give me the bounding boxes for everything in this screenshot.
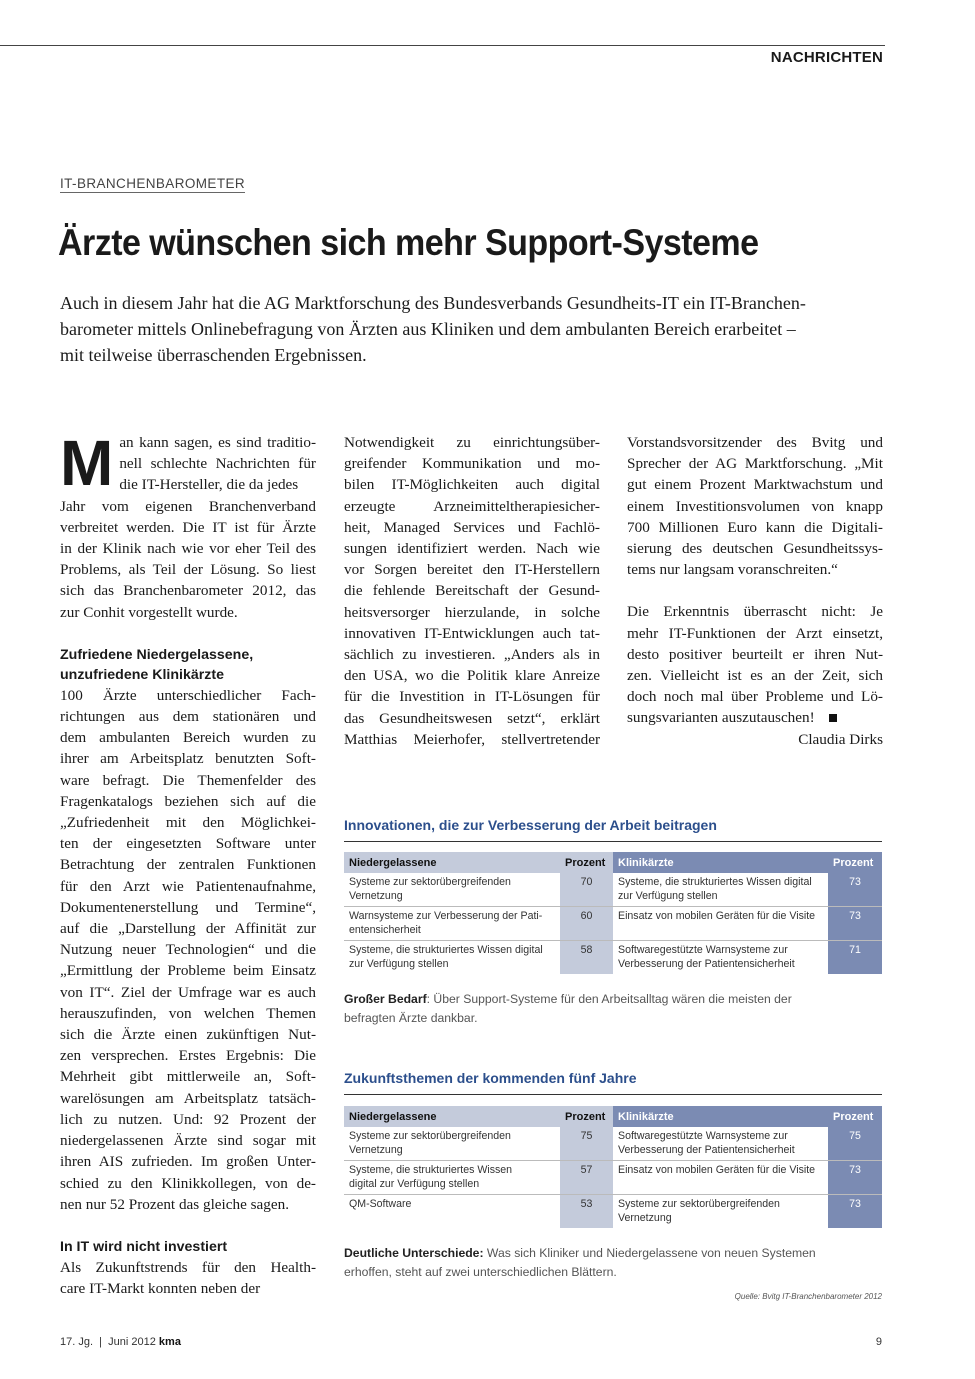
niedergelassene-item — [344, 1127, 560, 1161]
caption-line — [344, 990, 884, 1009]
text-line: sich die Ärzte einen zukünftigen Nut- — [60, 1026, 316, 1044]
table-header: Klinikärzte — [613, 852, 828, 873]
percent-value: 73 — [828, 1161, 882, 1195]
text-line: Matthias Meierhofer, stellvertretender — [344, 730, 600, 748]
text-line: sich das Branchenbarometer 2012, das — [60, 582, 316, 600]
text-line: ten der eingesetzten Software unter — [60, 835, 316, 853]
text-line: ihrer am Arbeitsplatz benutzten Soft- — [60, 750, 316, 768]
percent-value: 71 — [828, 941, 882, 975]
text-line: dem ambulanten Bereich wurden zu — [60, 729, 316, 747]
text-line: zur Conhit vorgestellt wurde. — [60, 603, 238, 621]
text-line: warelösungen am Arbeitsplatz tatsäch- — [60, 1089, 316, 1107]
cell-line: Systeme, die strukturiertes Wissen digital — [349, 944, 543, 956]
percent-value: 60 — [560, 907, 613, 941]
niedergelassene-item — [344, 1195, 560, 1229]
article-lead — [60, 290, 890, 368]
text-line: die IT-Hersteller, die da jedes — [119, 476, 299, 494]
text-line: den USA, wo die Politik klare Anreize — [344, 667, 600, 685]
paragraph — [627, 432, 883, 580]
cell-line: QM-Software — [349, 1198, 412, 1210]
klinikaerzte-item — [613, 1195, 828, 1229]
text-line: die fehlende Bereitschaft der Gesund- — [344, 582, 600, 600]
cell-line: Systeme, die strukturiertes Wissen — [349, 1164, 513, 1176]
survey-table-future-topics — [344, 1106, 882, 1228]
text-column-1 — [60, 427, 316, 1299]
table-title: Zukunftsthemen der kommenden fünf Jahre — [344, 1070, 637, 1086]
caption-line: erhoffen, steht auf zwei unterschiedlichen Blättern. — [344, 1265, 617, 1279]
niedergelassene-item — [344, 941, 560, 975]
text-line: desto positiver beurteilt er ihren Nut- — [627, 645, 883, 663]
cell-line: Vernetzung — [349, 1143, 403, 1156]
cell-line: digital zur Verfügung stellen — [349, 1177, 480, 1190]
cell-line: Verbesserung der Patientensicherheit — [618, 1143, 795, 1156]
paragraph — [60, 685, 316, 1215]
text-line: „Ermittlung der Probleme beim Einsatz — [60, 962, 316, 980]
klinikaerzte-item — [613, 1127, 828, 1161]
cell-line: Systeme zur sektorübergreifenden — [618, 1198, 780, 1210]
text-line: Mehrheit gibt mittlerweile an, Soft- — [60, 1068, 316, 1086]
table-row — [344, 1195, 882, 1229]
table-rule — [344, 841, 882, 842]
text-line: lich zu nutzen. Und: 92 Prozent der — [60, 1110, 316, 1128]
table-row — [344, 873, 882, 907]
text-line: vor Sorgen bereitet den IT-Herstellern — [344, 561, 600, 579]
cell-line: Softwaregestützte Warnsysteme zur — [618, 944, 788, 956]
header-rule — [0, 45, 885, 46]
cell-line: Einsatz von mobilen Geräten für die Visite — [618, 1164, 816, 1176]
caption-line: befragten Ärzte dankbar. — [344, 1011, 478, 1025]
cell-line: zur Verfügung stellen — [349, 957, 449, 970]
percent-value: 75 — [560, 1127, 613, 1161]
page-number: 9 — [875, 1336, 882, 1348]
text-line: mehr IT-Funktionen der Arzt einsetzt, — [627, 624, 883, 642]
text-line: nen nur 52 Prozent das gleiche sagen. — [60, 1195, 290, 1213]
subheading — [60, 645, 316, 685]
cell-line: entensicherheit — [349, 923, 421, 936]
text-line: bilen IT-Möglichkeiten auch digital — [344, 476, 600, 494]
klinikaerzte-item — [613, 941, 828, 975]
text-line: für die Investition in IT-Lösungen für — [344, 688, 600, 706]
caption-lead: Großer Bedarf — [344, 992, 427, 1006]
percent-value: 53 — [560, 1195, 613, 1229]
text-line: für den Arzt wie Patientenaufnahme, — [60, 877, 316, 895]
text-line: richtungen aus dem stationären und — [60, 708, 316, 726]
table-row — [344, 1161, 882, 1195]
niedergelassene-item — [344, 873, 560, 907]
table-rule — [344, 1094, 882, 1095]
caption-text: : Über Support-Systeme für den Arbeitsalltag wären die meisten der — [426, 992, 792, 1006]
table-row — [344, 941, 882, 975]
text-line: sungsvarianten auszutauschen! — [627, 707, 883, 728]
text-line: Notwendigkeit zu einrichtungsüber- — [344, 434, 600, 451]
percent-value: 58 — [560, 941, 613, 975]
paragraph — [627, 601, 883, 728]
percent-value: 75 — [828, 1127, 882, 1161]
footer-info — [60, 1336, 181, 1348]
niedergelassene-item — [344, 907, 560, 941]
cell-line: Systeme zur sektorübergreifenden — [349, 1130, 511, 1142]
text-line: Nutzung neuer Technologien“ und die — [60, 941, 316, 959]
section-label: NACHRICHTEN — [770, 49, 883, 66]
text-line: Als Zukunftstrends für den Health- — [60, 1258, 316, 1276]
table-header: Prozent — [560, 852, 613, 873]
klinikaerzte-item — [613, 873, 828, 907]
text-line: sungen identifiziert werden. Nach wie — [344, 540, 600, 558]
cell-line: Systeme, die strukturiertes Wissen digital — [618, 876, 812, 888]
author-name: Claudia Dirks — [798, 730, 883, 748]
niedergelassene-item — [344, 1161, 560, 1195]
percent-value: 73 — [828, 1195, 882, 1229]
text-line: schied zu den Klinikkollegen, von de- — [60, 1174, 316, 1192]
volume: 17. Jg. — [60, 1336, 94, 1348]
end-of-article-icon — [829, 714, 837, 722]
text-line: Die Erkenntnis überrascht nicht: Je — [627, 603, 883, 621]
text-line: herauszufinden, von welchen Themen — [60, 1004, 316, 1022]
text-line: innovativen IT-Entwicklungen auch tat- — [344, 624, 600, 642]
klinikaerzte-item — [613, 1161, 828, 1195]
article-headline: Ärzte wünschen sich mehr Support-Systeme — [58, 222, 759, 263]
text-line: verbreitet werden. Die IT ist für Ärzte — [60, 518, 316, 536]
cell-line: Einsatz von mobilen Geräten für die Visite — [618, 910, 816, 922]
text-line: ihren AIS zufrieden. Im großen Unter- — [60, 1153, 316, 1171]
paragraph — [60, 1257, 316, 1299]
subheading-line: unzufriedene Klinikärzte — [60, 666, 224, 683]
text-line: das Gesundheitswesen setzt“, erklärt — [344, 709, 600, 727]
text-line: „Zufriedenheit mit den Möglichkei- — [60, 814, 316, 832]
text-line: Sprecher der AG Marktforschung. „Mit — [627, 455, 883, 473]
percent-value: 70 — [560, 873, 613, 907]
text-line: niedergelassenen Ärzte sind sogar mit — [60, 1132, 316, 1150]
table-header: Niedergelassene — [344, 1106, 560, 1127]
text-line: an kann sagen, es sind traditio- — [119, 434, 316, 451]
caption-line — [344, 1244, 884, 1263]
lead-line: Auch in diesem Jahr hat die AG Marktforschung des Bundesverbands Gesundheits-IT ein IT-Branchen- — [60, 293, 806, 313]
percent-value: 57 — [560, 1161, 613, 1195]
table-header: Niedergelassene — [344, 852, 560, 873]
text-line: sächlich zu investieren. „Anders als in — [344, 646, 600, 664]
text-line: zen versprechen. Erstes Ergebnis: Die — [60, 1047, 316, 1065]
table-title: Innovationen, die zur Verbesserung der Arbeit beitragen — [344, 817, 717, 833]
text-line: von IT“. Ziel der Umfrage war es auch — [60, 983, 316, 1001]
cell-line: Softwaregestützte Warnsysteme zur — [618, 1130, 788, 1142]
article-kicker: IT-BRANCHENBAROMETER — [60, 176, 246, 191]
text-line: Vorstandsvorsitzender des Bvitg und — [627, 434, 883, 451]
text-line: heit, Managed Services und Fachlö- — [344, 518, 600, 536]
lead-line: barometer mittels Onlinebefragung von Ärzten aus Kliniken und dem ambulanten Bereich erarbeitet – — [60, 319, 796, 339]
subheading-line: Zufriedene Niedergelassene, — [60, 646, 254, 663]
klinikaerzte-item — [613, 907, 828, 941]
text-line: erzeugte Arzneimitteltherapiesicher- — [344, 497, 600, 515]
table-caption — [344, 990, 884, 1028]
text-column-2 — [344, 432, 600, 750]
text-line: Jahr vom eigenen Branchenverband — [60, 497, 316, 515]
lead-line: mit teilweise überraschenden Ergebnissen. — [60, 345, 367, 365]
text-line: auf die „Darstellung der Affinität zur — [60, 920, 316, 938]
magazine-brand: kma — [158, 1336, 181, 1348]
cell-line: Vernetzung — [618, 1211, 672, 1224]
survey-table-innovations — [344, 852, 882, 974]
text-line: heitsversorger hierzulande, in solche — [344, 603, 600, 621]
text-line: Fragenkatalogs beziehen sich auf die — [60, 792, 316, 810]
text-line: Dokumentenerstellung und Termine“, — [60, 898, 316, 916]
text-column-3 — [627, 432, 883, 750]
subheading: In IT wird nicht investiert — [60, 1238, 228, 1255]
text-line: nell schlechte Nachrichten für — [119, 455, 316, 473]
caption-text: Was sich Kliniker und Niedergelassene von neuen Systemen — [483, 1246, 816, 1260]
table-row — [344, 1127, 882, 1161]
table-header: Prozent — [828, 852, 882, 873]
text-line: zen. Vielleicht ist es an der Zeit, sich — [627, 667, 883, 685]
paragraph — [60, 496, 316, 623]
dropcap: M — [60, 427, 114, 499]
table-row — [344, 907, 882, 941]
cell-line: Warnsysteme zur Verbesserung der Pati- — [349, 910, 543, 922]
table-header: Klinikärzte — [613, 1106, 828, 1127]
text-line: 100 Ärzte unterschiedlicher Fach- — [60, 686, 316, 704]
table-caption — [344, 1244, 884, 1282]
table-header: Prozent — [828, 1106, 882, 1127]
text-line: tems nur langsam voranschreiten.“ — [627, 561, 838, 579]
text-line: ware befragt. Die Themenfelder des — [60, 771, 316, 789]
cell-line: zur Verfügung stellen — [618, 889, 718, 902]
source-note: Quelle: Bvitg IT-Branchenbarometer 2012 — [734, 1292, 882, 1301]
text-line: in der Klinik nach wie vor eher Teil des — [60, 540, 316, 558]
caption-lead: Deutliche Unterschiede: — [344, 1246, 484, 1260]
text-line: sierung des deutschen Gesundheitssys- — [627, 540, 883, 558]
cell-line: Verbesserung der Patientensicherheit — [618, 957, 795, 970]
cell-line: Systeme zur sektorübergreifenden — [349, 876, 511, 888]
percent-value: 73 — [828, 907, 882, 941]
cell-line: Vernetzung — [349, 889, 403, 902]
text-line: gut einem Prozent Marktwachstum und — [627, 476, 883, 494]
percent-value: 73 — [828, 873, 882, 907]
text-line: greifender Kommunikation und mo- — [344, 455, 600, 473]
text-line: doch noch mal über Probleme und Lö- — [627, 688, 883, 706]
text-line: Problems, als Teil der Lösung. So liest — [60, 561, 316, 579]
text-line: care IT-Markt konnten neben der — [60, 1280, 261, 1298]
separator: | — [99, 1336, 103, 1348]
text-line: 700 Millionen Euro kann die Digitali- — [627, 518, 883, 536]
text-line: einem Investitionsvolumen von knapp — [627, 497, 883, 515]
text-line: Betrachtung der zentralen Funktionen — [60, 856, 316, 874]
issue-date: Juni 2012 — [108, 1336, 156, 1348]
table-header: Prozent — [560, 1106, 613, 1127]
